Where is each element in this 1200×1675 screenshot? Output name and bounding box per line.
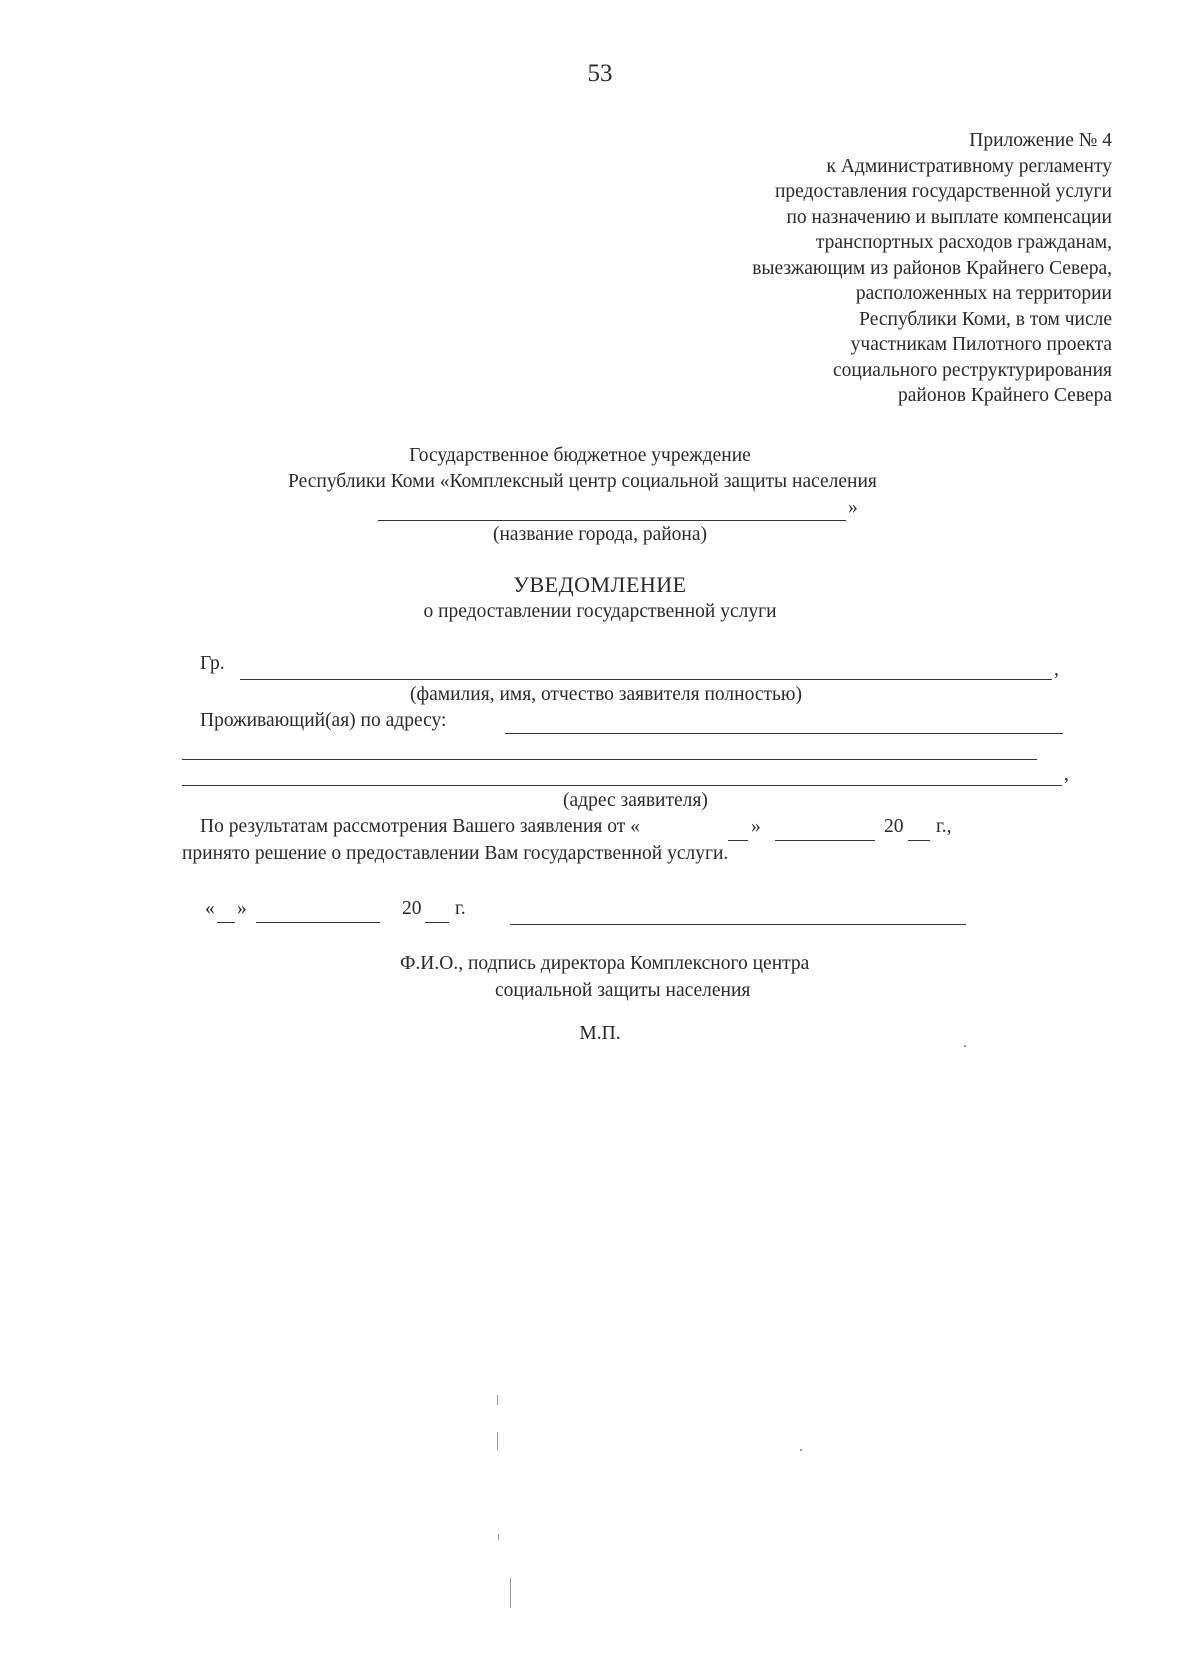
citizen-name-field[interactable]: [240, 679, 1052, 680]
institution-line-2: Республики Коми «Комплексный центр социальной защиты населения: [288, 471, 877, 492]
city-closing-quote: »: [848, 497, 858, 518]
address-field-1[interactable]: [505, 733, 1063, 734]
appendix-line: Республики Коми, в том числе: [859, 308, 1112, 330]
appendix-line: Приложение № 4: [969, 130, 1112, 151]
application-day-field[interactable]: [728, 840, 748, 841]
signature-day-field[interactable]: [217, 922, 235, 923]
scan-speck: [497, 1432, 498, 1450]
application-month-field[interactable]: [775, 840, 875, 841]
signature-month-field[interactable]: [256, 922, 380, 923]
scan-speck: [800, 1449, 802, 1451]
appendix-line: транспортных расходов гражданам,: [815, 232, 1112, 253]
appendix-line: предоставления государственной услуги: [774, 181, 1112, 202]
scan-speck: [497, 1395, 498, 1405]
notice-subtitle: о предоставлении государственной услуги: [423, 601, 777, 622]
result-decision-text: принято решение о предоставлении Вам государственной услуги.: [182, 843, 729, 864]
appendix-line: выезжающим из районов Крайнего Севера,: [752, 257, 1112, 279]
appendix-line: расположенных на территории: [855, 283, 1112, 304]
application-year-field[interactable]: [908, 840, 930, 841]
scan-speck: [964, 1045, 966, 1047]
address-label: Проживающий(ая) по адресу:: [200, 710, 447, 731]
address-field-2[interactable]: [182, 759, 1037, 760]
appendix-line: районов Крайнего Севера: [898, 385, 1112, 406]
appendix-line: по назначению и выплате компенсации: [786, 206, 1112, 228]
citizen-trailing-comma: ,: [1054, 659, 1059, 680]
appendix-header: [752, 128, 1112, 409]
signature-year-suffix: г.: [455, 898, 466, 919]
result-text: По результатам рассмотрения Вашего заявления от «: [200, 816, 640, 837]
citizen-label: Гр.: [200, 653, 225, 674]
signature-year-field[interactable]: [425, 922, 449, 923]
address-trailing-comma: ,: [1064, 764, 1069, 785]
director-signature-field[interactable]: [510, 924, 966, 925]
citizen-caption: (фамилия, имя, отчество заявителя полностью): [410, 684, 802, 705]
signature-date-open: «: [205, 898, 215, 919]
address-field-3[interactable]: [182, 785, 1062, 786]
seal-placeholder: М.П.: [579, 1023, 621, 1044]
scan-speck: [498, 1534, 499, 1540]
signature-year-prefix: 20: [402, 898, 422, 919]
city-blank-line[interactable]: [378, 520, 846, 521]
appendix-line: участникам Пилотного проекта: [850, 334, 1112, 355]
page-number: 53: [587, 60, 613, 87]
scan-speck: [510, 1578, 511, 1608]
notice-title: УВЕДОМЛЕНИЕ: [513, 572, 687, 597]
institution-line-1: Государственное бюджетное учреждение: [409, 445, 751, 466]
result-quote-close: »: [751, 816, 761, 837]
appendix-line: к Административному регламенту: [826, 155, 1112, 177]
address-caption: (адрес заявителя): [563, 790, 708, 811]
appendix-line: социального реструктурирования: [833, 359, 1112, 381]
signature-date-close: »: [237, 898, 247, 919]
result-year-suffix: г.,: [936, 816, 952, 837]
signature-caption-line-1: Ф.И.О., подпись директора Комплексного центра: [400, 953, 810, 974]
result-year-prefix: 20: [884, 816, 904, 837]
signature-caption-line-2: социальной защиты населения: [495, 980, 751, 1001]
city-caption: (название города, района): [493, 524, 707, 545]
